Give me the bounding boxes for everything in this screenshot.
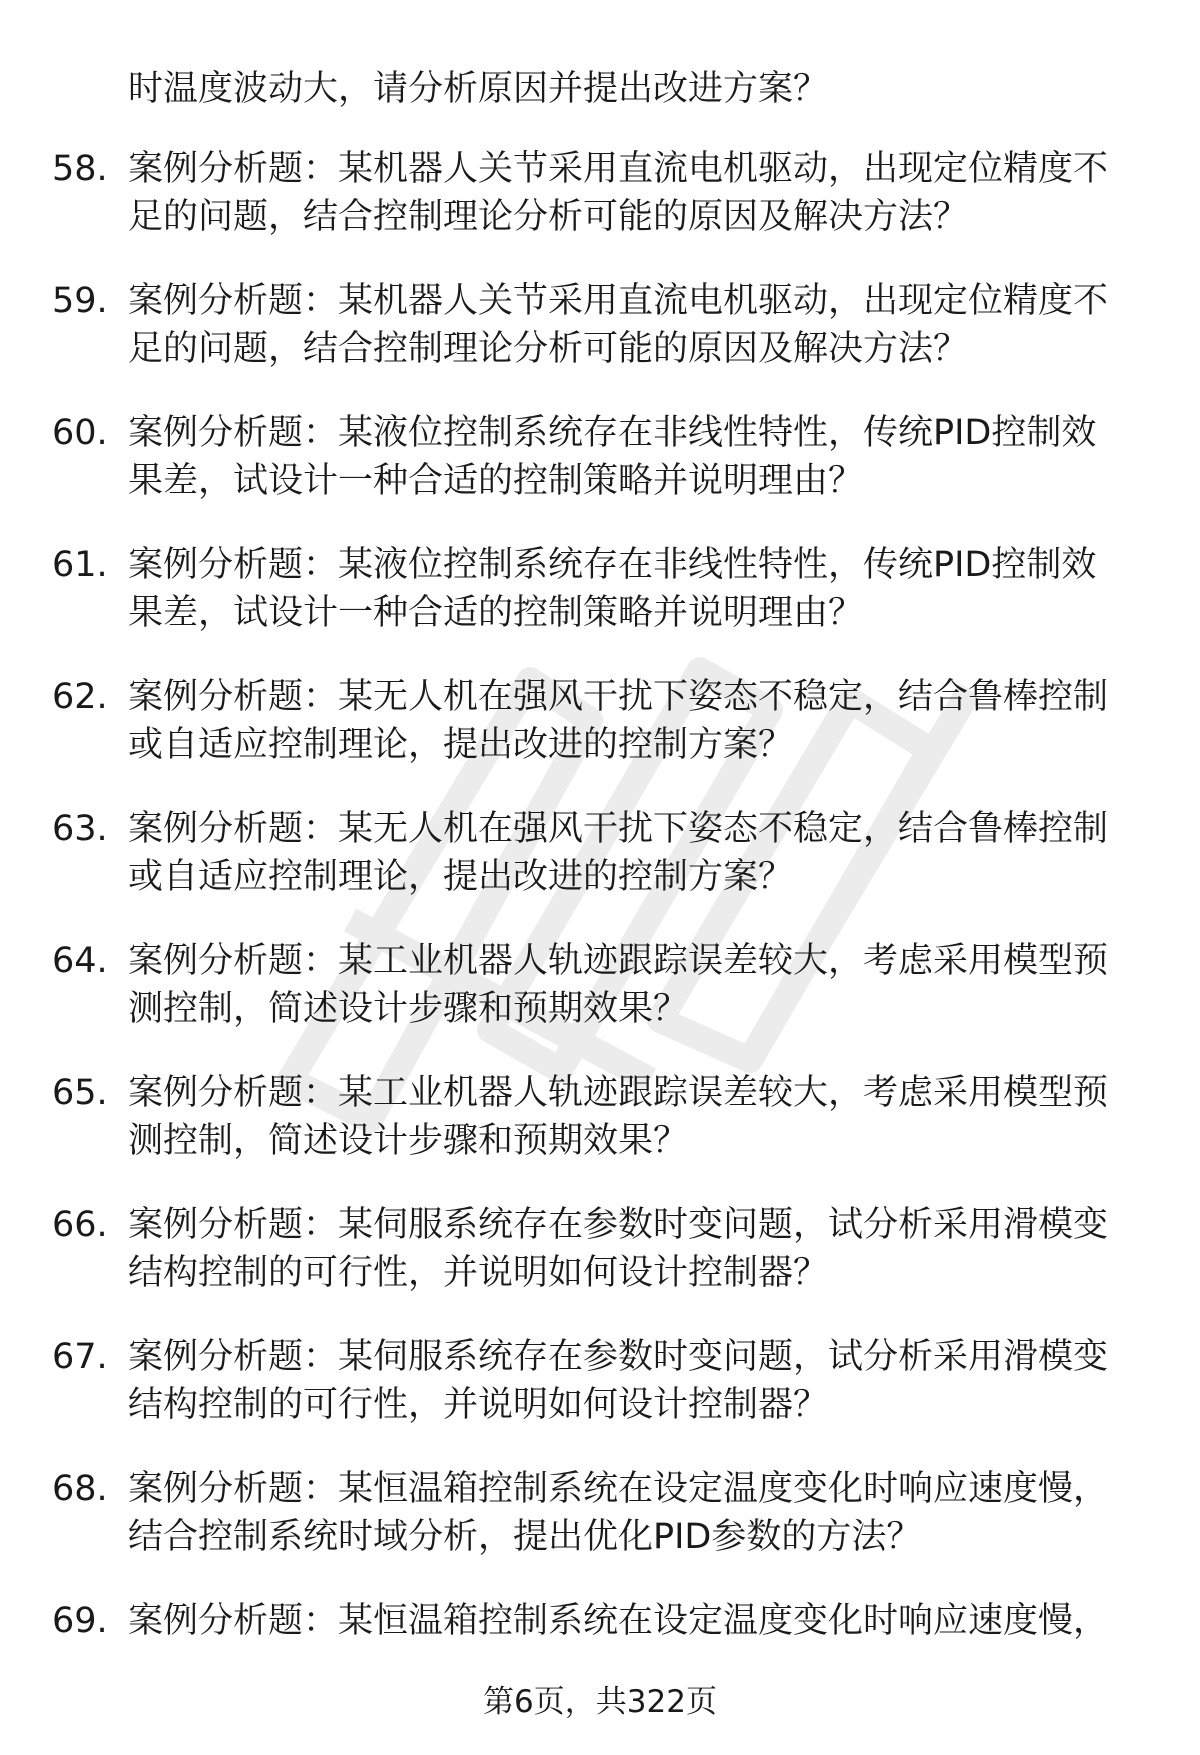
question-number: 65. xyxy=(52,1073,108,1113)
question-item xyxy=(0,274,1200,406)
question-text-line: 案例分析题：某伺服系统存在参数时变问题，试分析采用滑模变 xyxy=(128,1205,1109,1245)
question-text-line: 案例分析题：某恒温箱控制系统在设定温度变化时响应速度慢， xyxy=(128,1469,1109,1509)
question-text-line: 结合控制系统时域分析，提出优化PID参数的方法？ xyxy=(128,1517,922,1557)
question-text-line: 结构控制的可行性，并说明如何设计控制器？ xyxy=(128,1253,829,1293)
question-list xyxy=(0,142,1200,1726)
question-text-line: 果差，试设计一种合适的控制策略并说明理由？ xyxy=(128,593,864,633)
question-number: 60. xyxy=(52,413,108,453)
question-number: 62. xyxy=(52,677,108,717)
question-item xyxy=(0,1198,1200,1330)
question-number: 59. xyxy=(52,281,108,321)
question-text-line: 足的问题，结合控制理论分析可能的原因及解决方法？ xyxy=(128,329,969,369)
question-item xyxy=(0,538,1200,670)
question-text-line: 果差，试设计一种合适的控制策略并说明理由？ xyxy=(128,461,864,501)
question-number: 69. xyxy=(52,1601,108,1641)
question-number: 64. xyxy=(52,941,108,981)
question-text-line: 案例分析题：某无人机在强风干扰下姿态不稳定，结合鲁棒控制 xyxy=(128,809,1109,849)
question-text-line: 案例分析题：某无人机在强风干扰下姿态不稳定，结合鲁棒控制 xyxy=(128,677,1109,717)
question-text-line: 案例分析题：某工业机器人轨迹跟踪误差较大，考虑采用模型预 xyxy=(128,1073,1109,1113)
question-item xyxy=(0,1462,1200,1594)
question-text-line: 案例分析题：某液位控制系统存在非线性特性，传统PID控制效 xyxy=(128,545,1097,585)
question-text-line: 足的问题，结合控制理论分析可能的原因及解决方法？ xyxy=(128,197,969,237)
question-text-line: 结构控制的可行性，并说明如何设计控制器？ xyxy=(128,1385,829,1425)
question-text-line: 测控制，简述设计步骤和预期效果？ xyxy=(128,1121,689,1161)
question-number: 68. xyxy=(52,1469,108,1509)
question-number: 58. xyxy=(52,149,108,189)
question-text-line: 或自适应控制理论，提出改进的控制方案？ xyxy=(128,725,794,765)
question-number: 67. xyxy=(52,1337,108,1377)
question-text-line: 案例分析题：某机器人关节采用直流电机驱动，出现定位精度不 xyxy=(128,149,1109,189)
question-number: 66. xyxy=(52,1205,108,1245)
question-text-line: 案例分析题：某机器人关节采用直流电机驱动，出现定位精度不 xyxy=(128,281,1109,321)
question-item xyxy=(0,1066,1200,1198)
continuation-text: 时温度波动大，请分析原因并提出改进方案？ xyxy=(128,69,829,109)
question-item xyxy=(0,802,1200,934)
question-text-line: 案例分析题：某工业机器人轨迹跟踪误差较大，考虑采用模型预 xyxy=(128,941,1109,981)
question-text-line: 案例分析题：某液位控制系统存在非线性特性，传统PID控制效 xyxy=(128,413,1097,453)
question-text-line: 测控制，简述设计步骤和预期效果？ xyxy=(128,989,689,1029)
question-number: 63. xyxy=(52,809,108,849)
question-item xyxy=(0,142,1200,274)
question-text-line: 或自适应控制理论，提出改进的控制方案？ xyxy=(128,857,794,897)
question-item xyxy=(0,934,1200,1066)
question-text-line: 案例分析题：某伺服系统存在参数时变问题，试分析采用滑模变 xyxy=(128,1337,1109,1377)
question-item xyxy=(0,406,1200,538)
question-text-line: 案例分析题：某恒温箱控制系统在设定温度变化时响应速度慢， xyxy=(128,1601,1109,1641)
page-footer: 第6页，共322页 xyxy=(483,1684,717,1720)
question-item xyxy=(0,670,1200,802)
question-item xyxy=(0,1330,1200,1462)
question-number: 61. xyxy=(52,545,108,585)
